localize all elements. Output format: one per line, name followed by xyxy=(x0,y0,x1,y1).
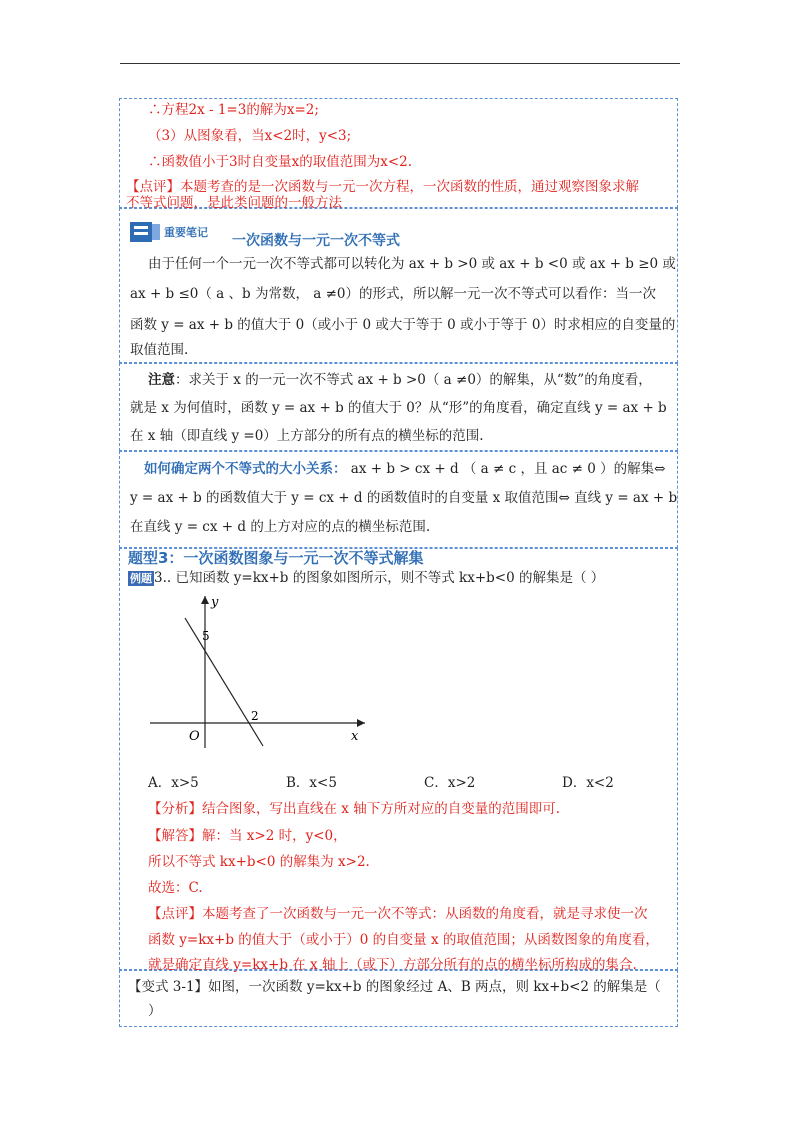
variant-question-end: ） xyxy=(148,1003,162,1019)
solution-step: 【解答】解：当 x>2 时，y<0， xyxy=(148,828,347,844)
y-axis-arrow xyxy=(201,596,209,604)
compare-line: 如何确定两个不等式的大小关系： ax + b > cx + d （ a ≠ c ，且 ac ≠ 0 ）的解集⇔ xyxy=(144,461,666,477)
attention-line: 就是 x 为何值时，函数 y = ax + b 的值大于 0？从“形”的角度看，确定直线 y = ax + b xyxy=(130,400,667,416)
question-text: 3.. 已知函数 y=kx+b 的图象如图所示，则不等式 kx+b<0 的解集是（ ） xyxy=(154,570,605,586)
variant-question: 【变式 3-1】如图，一次函数 y=kx+b 的图象经过 A、B 两点，则 kx+b<2 的解集是（ xyxy=(128,979,661,995)
review-line: 函数 y=kx+b 的值大于（或小于）0 的自变量 x 的取值范围；从函数图象的角度看， xyxy=(148,932,659,948)
option-a: A．x>5 xyxy=(148,775,199,791)
y-intercept-label: 5 xyxy=(202,629,210,643)
solution-line: ∴函数值小于3时自变量x的取值范围为x<2. xyxy=(148,154,413,170)
solution-line: ∴方程2x - 1=3的解为x=2; xyxy=(148,102,319,118)
review-line: 【点评】本题考查了一次函数与一元一次不等式：从函数的角度看，就是寻求使一次 xyxy=(148,906,648,922)
note-badge-label: 重要笔记 xyxy=(164,226,208,239)
type3-title: 题型3：一次函数图象与一元一次不等式解集 xyxy=(128,549,424,567)
note-text: 取值范围. xyxy=(130,342,189,358)
function-line xyxy=(185,618,263,746)
option-b: B．x<5 xyxy=(286,775,337,791)
x-intercept-label: 2 xyxy=(251,709,259,723)
note-badge xyxy=(128,220,216,244)
compare-line: 在直线 y = cx + d 的上方对应的点的横坐标范围. xyxy=(130,519,431,535)
compare-title: 如何确定两个不等式的大小关系： xyxy=(144,461,347,477)
analysis-line: 【分析】结合图象，写出直线在 x 轴下方所对应的自变量的范围即可. xyxy=(148,801,560,817)
x-axis-arrow xyxy=(357,719,365,727)
question-line xyxy=(128,568,604,588)
solution-line: （3）从图象看，当x<2时，y<3; xyxy=(148,128,352,144)
origin-label: O xyxy=(189,729,200,744)
attention-line: 在 x 轴（即直线 y =0）上方部分的所有点的横坐标的范围. xyxy=(130,428,484,444)
note-text: 函数 y = ax + b 的值大于 0（或小于 0 或大于等于 0 或小于等于 0）时求相应的自变量的 xyxy=(130,317,676,333)
comment-line: 【点评】本题考查的是一次函数与一元一次方程，一次函数的性质，通过观察图象求解 xyxy=(126,179,639,195)
notebook-icon xyxy=(128,220,164,244)
x-axis-label: x xyxy=(351,729,359,744)
option-c: C．x>2 xyxy=(424,775,476,791)
answer-choice: 故选：C. xyxy=(148,880,203,896)
attention-line: 注意：求关于 x 的一元一次不等式 ax + b >0（ a ≠0）的解集，从“数”的角度看， xyxy=(148,372,652,388)
attention-label: 注意 xyxy=(148,372,175,388)
solution-step: 所以不等式 kx+b<0 的解集为 x>2. xyxy=(148,854,370,870)
review-line: 就是确定直线 y=kx+b 在 x 轴上（或下）方部分所有的点的横坐标所构成的集合. xyxy=(148,957,637,973)
note-text: ax + b ≤0（ a 、b 为常数， a ≠0）的形式，所以解一元一次不等式可以看作：当一次 xyxy=(130,286,656,302)
option-d: D．x<2 xyxy=(562,775,614,791)
y-axis-label: y xyxy=(211,595,219,610)
header-rule xyxy=(120,63,680,64)
compare-line: y = ax + b 的函数值大于 y = cx + d 的函数值时的自变量 x 取值范围⇔ 直线 y = ax + b xyxy=(130,490,678,506)
comment-line: 不等式问题，是此类问题的一般方法 xyxy=(126,195,342,211)
note-text: 由于任何一个一元一次不等式都可以转化为 ax + b >0 或 ax + b <0 或 ax + b ≥0 或 xyxy=(148,256,676,272)
note-title: 一次函数与一元一次不等式 xyxy=(232,233,400,249)
line-graph xyxy=(145,588,375,758)
example-badge: 例题 xyxy=(130,572,152,585)
